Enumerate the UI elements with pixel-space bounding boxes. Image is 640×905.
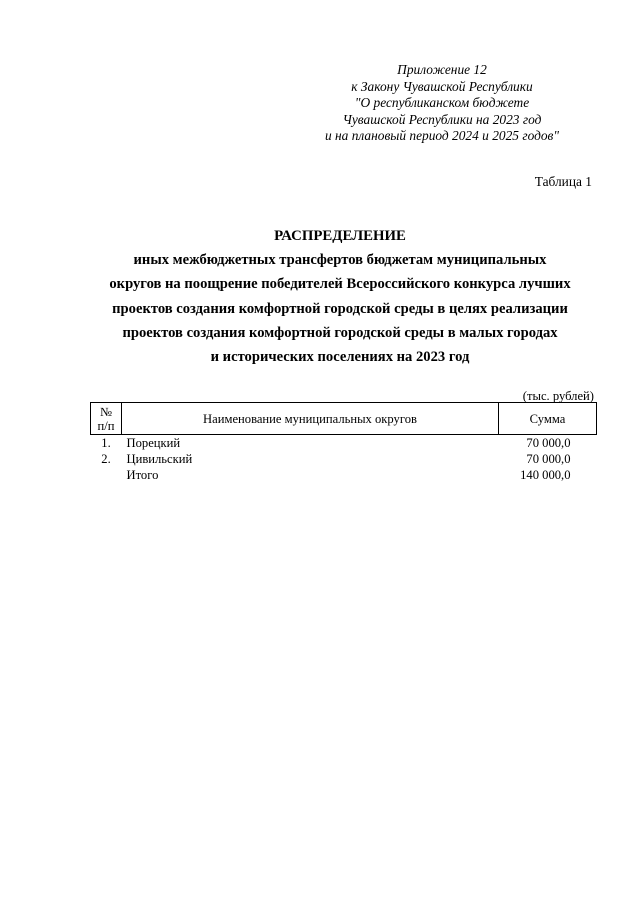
title-line: иных межбюджетных трансфертов бюджетам муниципальных bbox=[133, 252, 547, 269]
row-name: Порецкий bbox=[126, 436, 181, 450]
header-number bbox=[91, 403, 122, 435]
units-note: (тыс. рублей) bbox=[522, 389, 594, 403]
title-line: проектов создания комфортной городской среды в целях реализации bbox=[112, 300, 568, 317]
header-amount: Сумма bbox=[499, 403, 597, 435]
row-amount: 70 000,0 bbox=[526, 452, 571, 466]
document-title bbox=[80, 224, 600, 369]
appendix-line: "О республиканском бюджете bbox=[354, 95, 530, 110]
table-header-row bbox=[91, 403, 597, 435]
table-row bbox=[91, 451, 597, 467]
header-number-symbol: № bbox=[99, 404, 113, 419]
row-number: 2. bbox=[101, 452, 111, 466]
appendix-line: Чувашской Республики на 2023 год bbox=[342, 111, 542, 127]
header-name: Наименование муниципальных округов bbox=[122, 403, 499, 435]
title-line: проектов создания комфортной городской среды в малых городах bbox=[122, 324, 558, 341]
total-label: Итого bbox=[126, 468, 159, 482]
table-label: Таблица 1 bbox=[534, 174, 592, 189]
title-heading: РАСПРЕДЕЛЕНИЕ bbox=[274, 228, 406, 244]
table-row bbox=[91, 435, 597, 452]
title-line: и исторических поселениях на 2023 год bbox=[210, 349, 470, 366]
total-row bbox=[91, 467, 597, 483]
appendix-reference bbox=[292, 62, 592, 145]
transfers-table bbox=[90, 402, 597, 483]
appendix-line: Приложение 12 bbox=[397, 62, 487, 77]
total-amount: 140 000,0 bbox=[520, 468, 571, 482]
row-amount: 70 000,0 bbox=[526, 436, 571, 450]
appendix-line: к Закону Чувашской Республики bbox=[351, 78, 533, 94]
total-number bbox=[91, 467, 122, 483]
header-number-abbr: п/п bbox=[97, 418, 115, 433]
title-line: округов на поощрение победителей Всероссийского конкурса лучших bbox=[109, 276, 571, 293]
row-name: Цивильский bbox=[126, 452, 193, 466]
appendix-line: и на плановый период 2024 и 2025 годов" bbox=[324, 128, 559, 143]
row-number: 1. bbox=[101, 436, 111, 450]
